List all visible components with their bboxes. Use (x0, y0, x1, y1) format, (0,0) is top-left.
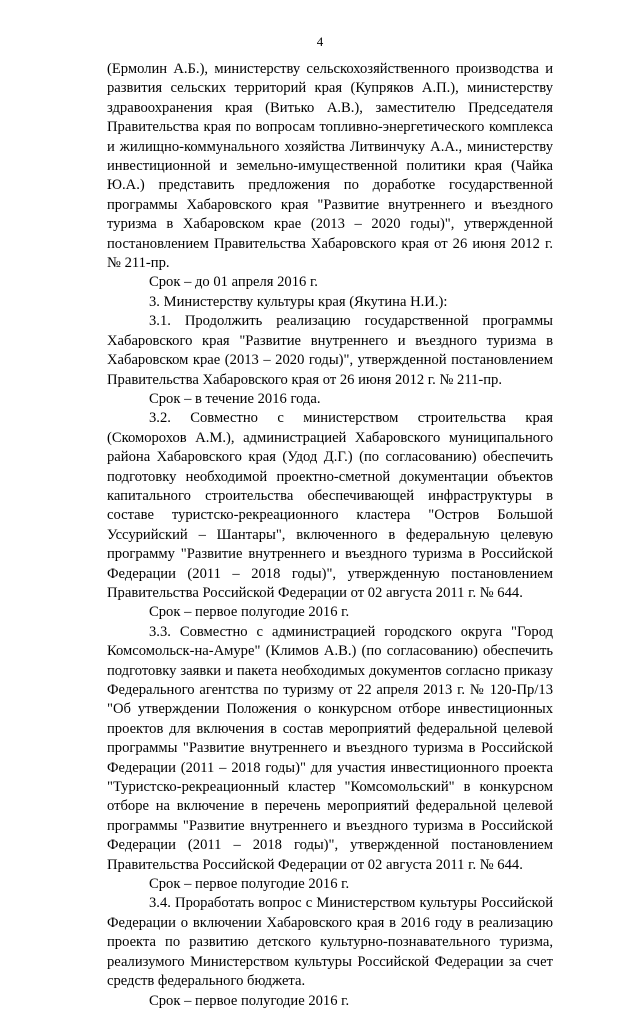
deadline-line: Срок – первое полугодие 2016 г. (149, 992, 350, 1009)
page-number: 4 (316, 34, 324, 49)
deadline-line: Срок – первое полугодие 2016 г. (149, 604, 350, 621)
deadline-line: Срок – в течение 2016 года. (149, 390, 321, 407)
paragraph-continuation: (Ермолин А.Б.), министерству сельскохозяйственного производства и развития сельских территорий края (Купряков А.П.), министерству здравоохранения края (Витько А.В.), заместителю Председателя Правительства края по вопросам топливно-энергетического комплекса и жилищно-коммунального хозяйства Литвинчуку А.А., министерству инвестиционной и земельно-имущественной политики края (Чайка Ю.А.) представить предложения по доработке государственной программы Хабаровского края "Развитие внутреннего и въездного туризма в Хабаровском крае (2013 – 2020 годы)", утвержденной постановлением Правительства Хабаровского края от 26 июня 2012 г. № 211-пр. (107, 61, 553, 272)
deadline-line: Срок – до 01 апреля 2016 г. (149, 274, 318, 291)
section-heading: 3. Министерству культуры края (Якутина Н.И.): (149, 293, 448, 310)
paragraph-3-2: 3.2. Совместно с министерством строительства края (Скоморохов А.М.), администрацией Хабаровского муниципального района Хабаровского края (Удод Д.Г.) (по согласованию) обеспечить подготовку необходимой проектно-сметной документации объектов капитального строительства обеспечивающей инфраструктуры в составе туристско-рекреационного кластера "Остров Большой Уссурийский – Шантары", включенного в федеральную целевую программу "Развитие внутреннего и въездного туризма в Российской Федерации (2011 – 2018 годы)", утвержденную постановлением Правительства Российской Федерации от 02 августа 2011 г. № 644. (107, 410, 553, 601)
paragraph-3-3: 3.3. Совместно с администрацией городского округа "Город Комсомольск-на-Амуре" (Климов А.В.) (по согласованию) обеспечить подготовку заявки и пакета необходимых документов согласно приказу Федерального агентства по туризму от 22 апреля 2013 г. № 120-Пр/13 "Об утверждении Положения о конкурсном отборе инвестиционных проектов для включения в состав мероприятий федеральной целевой программы "Развитие внутреннего и въездного туризма в Российской Федерации (2011 – 2018 годы)" для участия инвестиционного проекта "Туристско-рекреационный кластер "Комсомольский" в конкурсном отборе на включение в перечень мероприятий федеральной целевой программы "Развитие внутреннего и въездного туризма в Российской Федерации (2011 – 2018 годы)", утвержденной постановлением Правительства Российской Федерации от 02 августа 2011 г. № 644. (107, 623, 553, 873)
paragraph-3-4: 3.4. Проработать вопрос с Министерством культуры Российской Федерации о включении Хабаровского края в 2016 году в реализацию проекта по развитию детского культурно-познавательного туризма, реализумого Министерством культуры Российской Федерации за счет средств федерального бюджета. (107, 895, 553, 990)
document-body (107, 60, 553, 1011)
deadline-line: Срок – первое полугодие 2016 г. (149, 876, 350, 893)
paragraph-3-1: 3.1. Продолжить реализацию государственной программы Хабаровского края "Развитие внутреннего и въездного туризма в Хабаровском крае (2013 – 2020 годы)", утвержденной постановлением Правительства Хабаровского края от 26 июня 2012 г. № 211-пр. (107, 313, 553, 388)
